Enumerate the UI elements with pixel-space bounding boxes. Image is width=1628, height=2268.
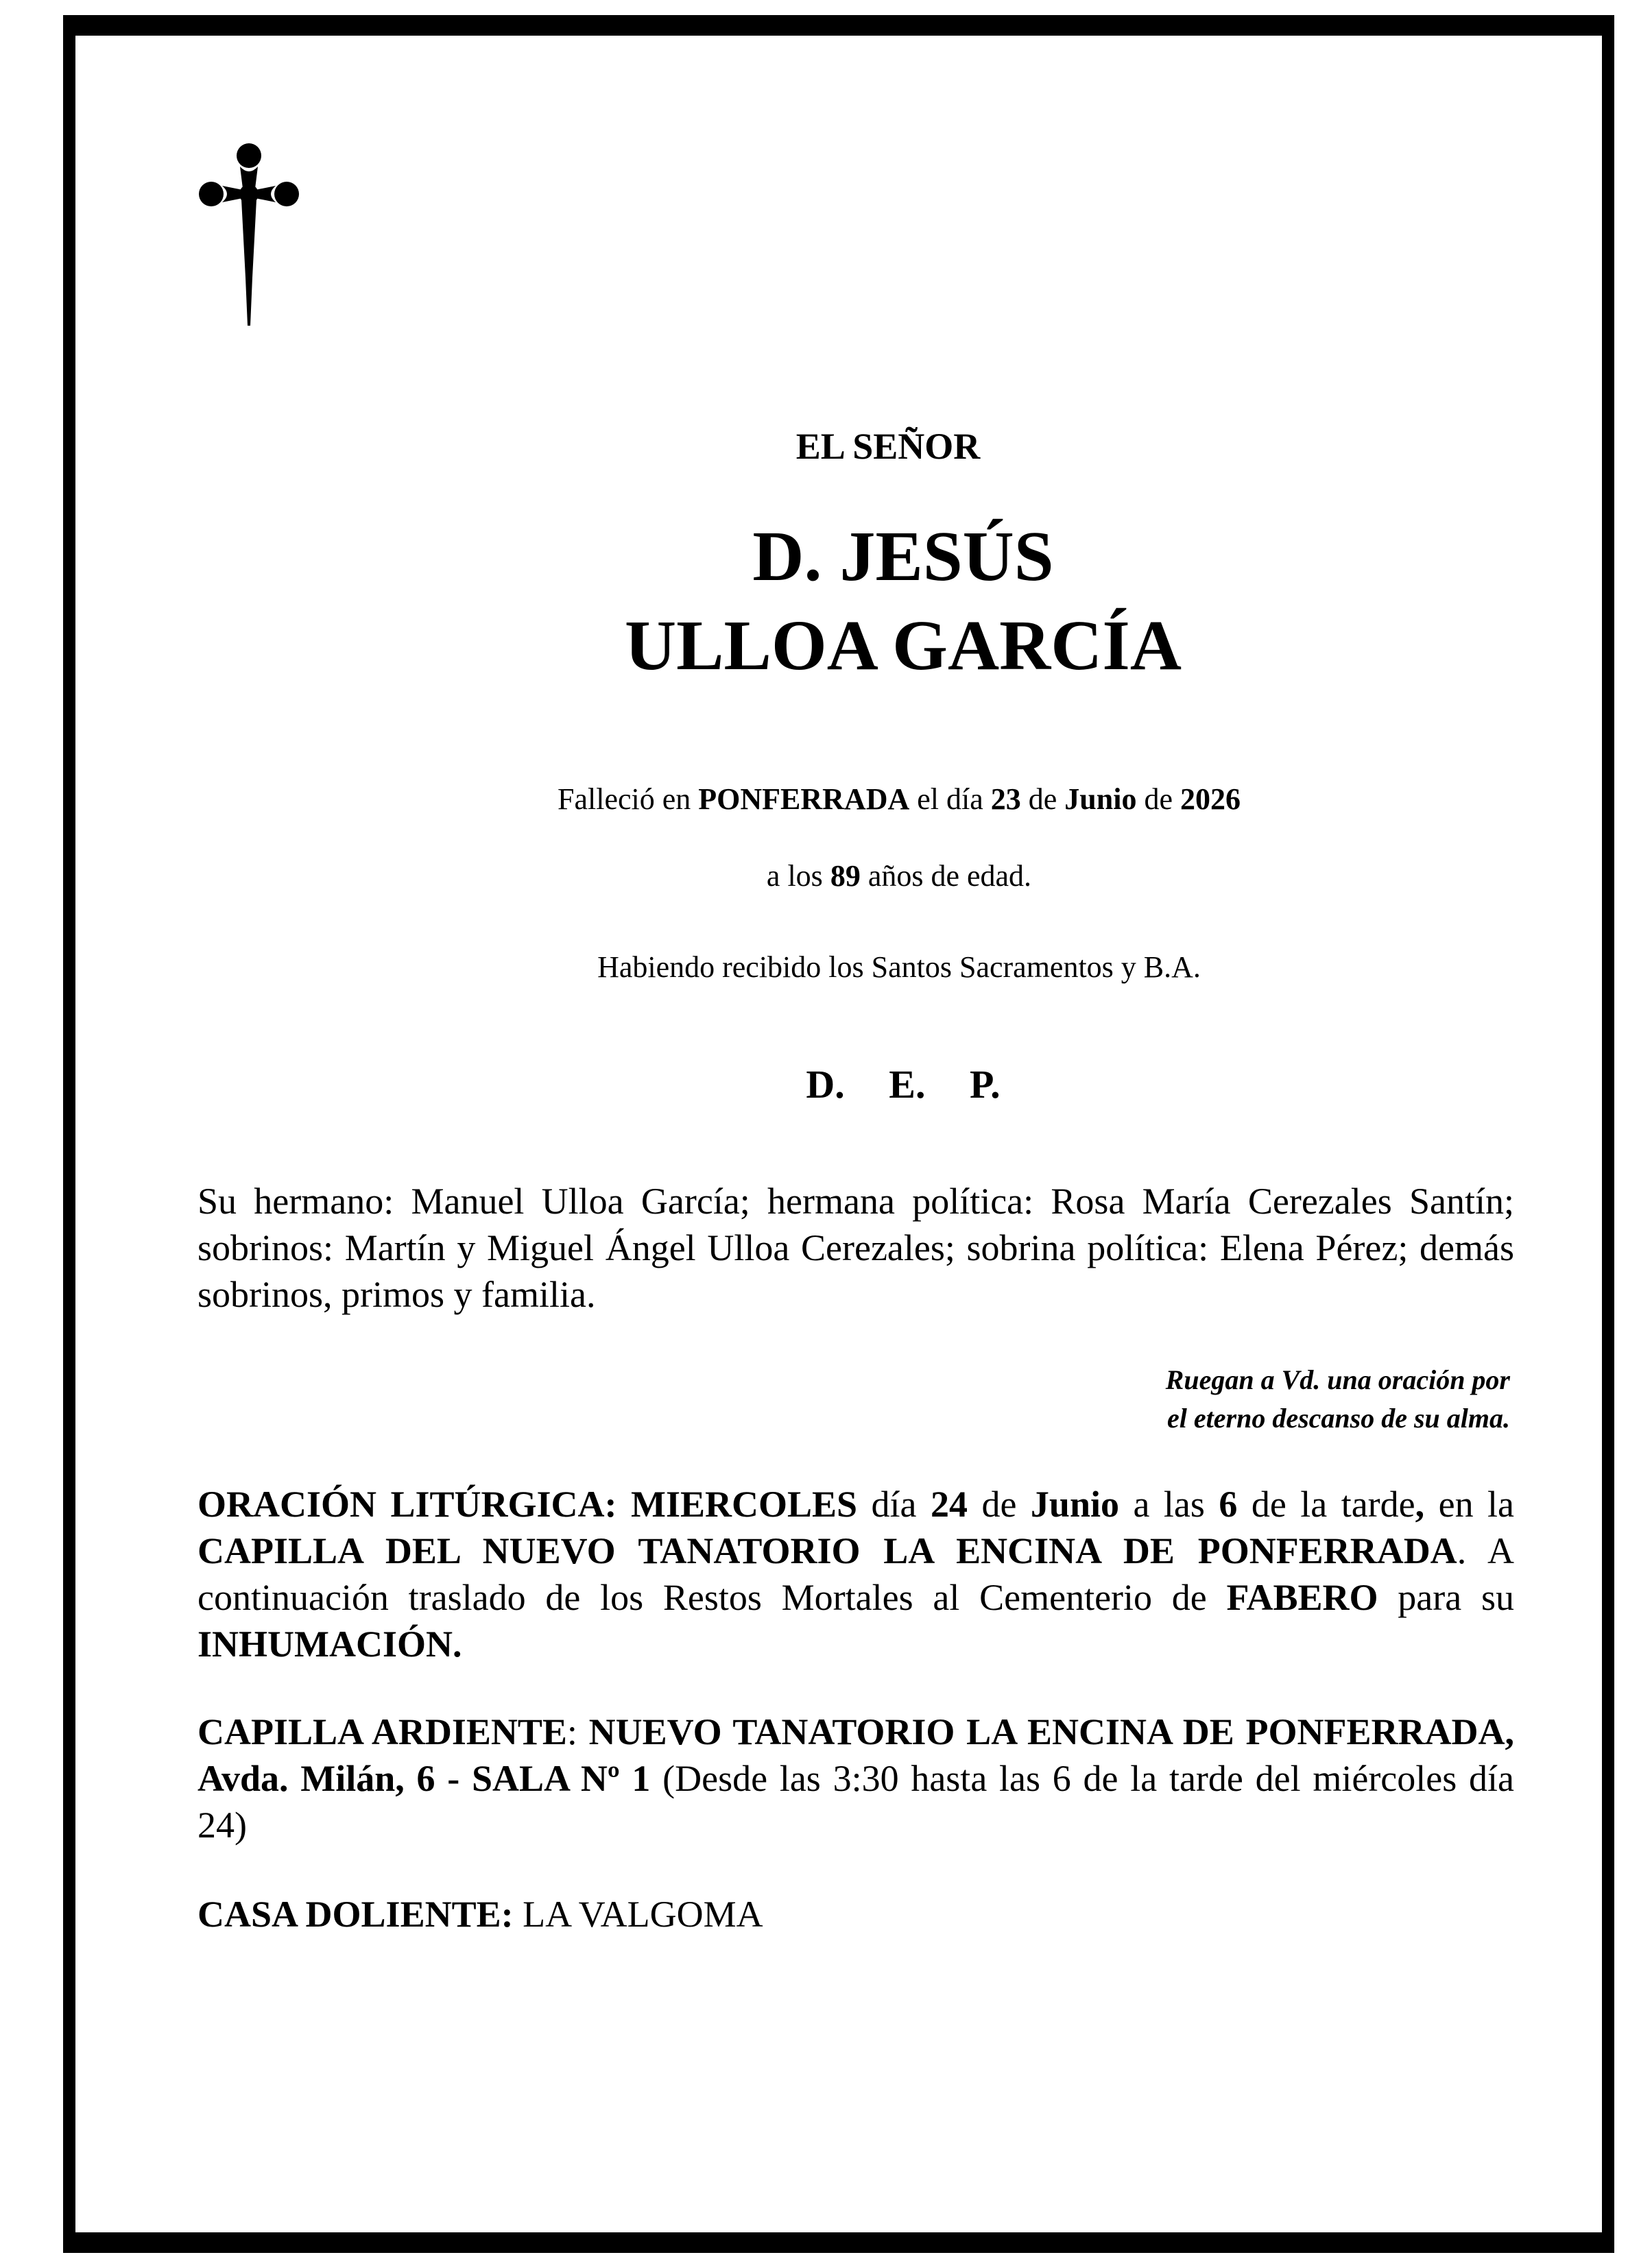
age-statement: a los 89 años de edad. <box>766 859 1032 893</box>
deceased-name-first: D. JESÚS <box>752 517 1054 596</box>
prayer-request: Ruegan a Vd. una oración por el eterno descanso de su alma. <box>1165 1364 1510 1434</box>
death-year: 2026 <box>1180 782 1241 816</box>
dep-heading: D. E. P. <box>806 1062 1001 1107</box>
title-pre: EL SEÑOR <box>795 426 981 467</box>
death-month: Junio <box>1064 782 1137 816</box>
sacraments-statement: Habiendo recibido los Santos Sacramentos y B.A. <box>597 950 1201 984</box>
death-day: 23 <box>990 782 1021 816</box>
death-place: PONFERRADA <box>698 782 910 816</box>
age-years: 89 <box>830 859 861 893</box>
chapel-paragraph: CAPILLA ARDIENTE: NUEVO TANATORIO LA ENCINA DE PONFERRADA, Avda. Milán, 6 - SALA Nº 1 (Desde las 3:30 hasta las 6 de la tarde del miércoles día 24) <box>197 1711 1515 1846</box>
mourning-house-paragraph: CASA DOLIENTE: LA VALGOMA <box>197 1894 763 1935</box>
deceased-name-surnames: ULLOA GARCÍA <box>625 606 1182 685</box>
cross-icon <box>197 141 300 333</box>
death-statement: Falleció en PONFERRADA el día 23 de Junio de 2026 <box>558 782 1241 816</box>
liturgical-prayer-paragraph: ORACIÓN LITÚRGICA: MIERCOLES día 24 de Junio a las 6 de la tarde, en la CAPILLA DEL NUEVO TANATORIO LA ENCINA DE PONFERRADA. A continuación traslado de los Restos Mortales al Cementerio de FABERO para su INHUMACIÓN. <box>197 1484 1515 1665</box>
family-paragraph: Su hermano: Manuel Ulloa García; hermana política: Rosa María Cerezales Santín; sobrinos: Martín y Miguel Ángel Ulloa Cerezales; sobrina política: Elena Pérez; demás sobrinos, primos y familia. <box>197 1181 1514 1315</box>
